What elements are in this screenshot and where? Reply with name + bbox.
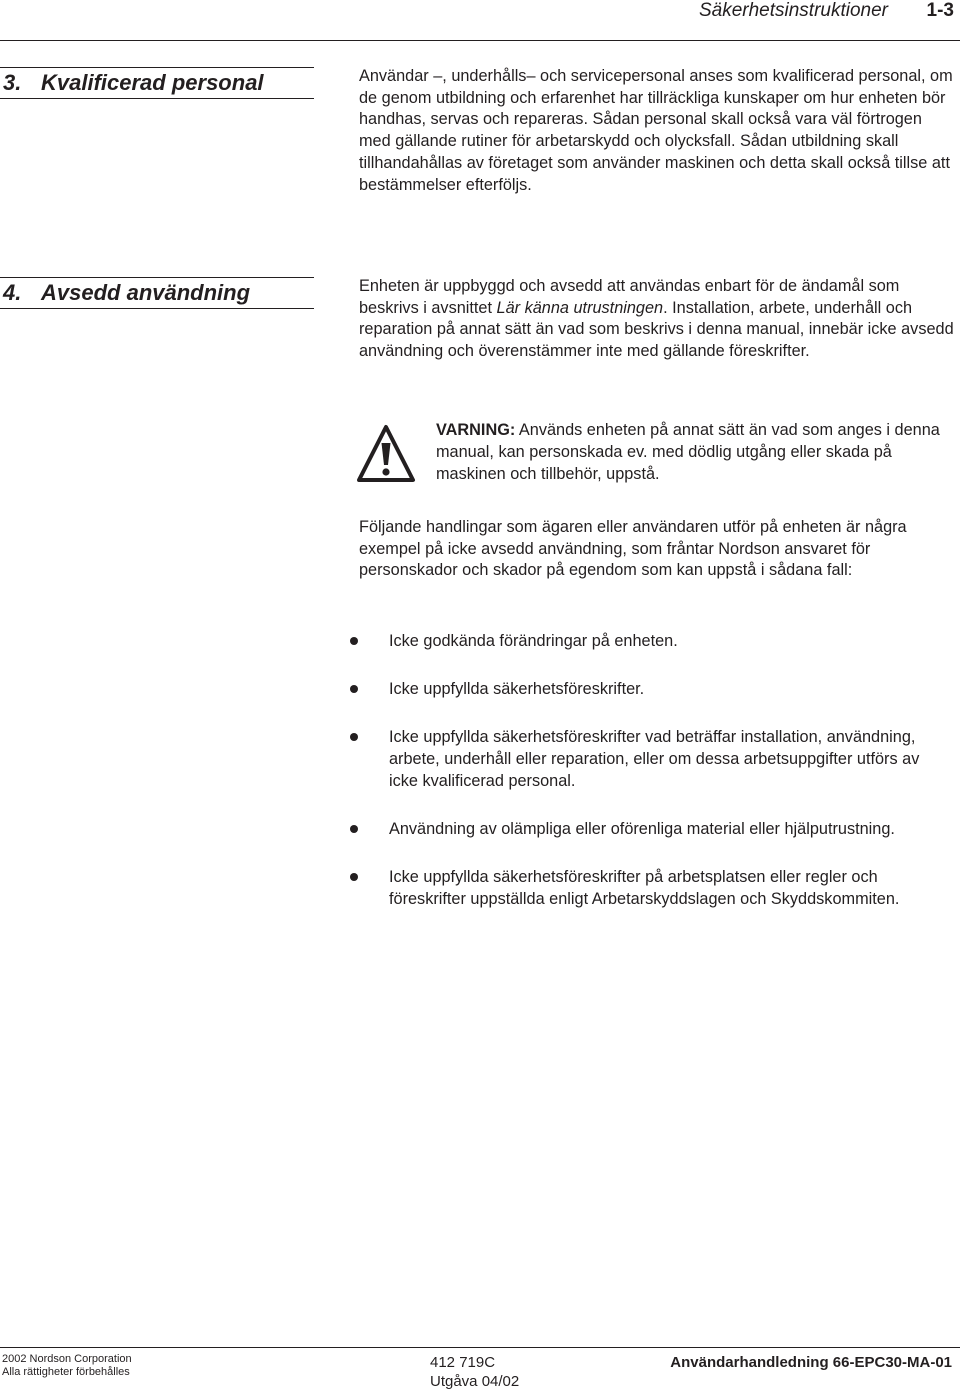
section-3-body: Användar –, underhålls– och servicepersonal anses som kvalificerad personal, om de genom utbildning och erfarenhet har tillräckliga kunskaper om hur enheten bör handhas, servas och repareras. Sådan personal skall också vara väl förtrogen med gällande rutiner för arbetarskydd och olycksfall. Sådan utbildning skall tillhandahållas av företaget som använder maskinen och detta skall också tillse att bestämmelser efterföljs.	[359, 67, 953, 194]
list-item: Användning av olämpliga eller oförenliga material eller hjälputrustning.	[342, 818, 942, 840]
bullet-dot-icon	[350, 873, 358, 881]
section-4-title: Avsedd användning	[41, 280, 251, 305]
copyright-text: 2002 Nordson Corporation	[2, 1353, 132, 1365]
list-item: Icke uppfyllda säkerhetsföreskrifter på arbetsplatsen eller regler och föreskrifter uppställda enligt Arbetarskyddslagen och Skyddskommiten.	[342, 866, 942, 910]
doc-number: 412 719C	[430, 1354, 496, 1371]
footer-rule	[0, 1347, 960, 1348]
warning-triangle-icon	[356, 424, 416, 484]
section-4-heading	[0, 277, 314, 309]
section-4-body-pre: Enheten är uppbyggd och avsedd att användas enbart för de ändamål som beskrivs i avsnittet	[359, 277, 900, 317]
header-rule	[0, 40, 960, 41]
header-title: Säkerhetsinstruktioner	[698, 0, 888, 21]
edition: Utgåva 04/02	[430, 1373, 520, 1390]
page-header	[0, 0, 960, 44]
footer-doc-info	[430, 1353, 519, 1391]
list-item: Icke uppfyllda säkerhetsföreskrifter vad beträffar installation, användning, arbete, underhåll eller reparation, eller om dessa arbetsuppgifter utförs av icke kvalificerad personal.	[342, 726, 942, 792]
list-item: Icke godkända förändringar på enheten.	[342, 630, 942, 652]
warning-message	[436, 419, 960, 485]
bullet-dot-icon	[350, 685, 358, 693]
bullet-dot-icon	[350, 637, 358, 645]
section-4-body-post: . Installation, arbete, underhåll och reparation på annat sätt än vad som beskrivs i denna manual, innebär icke avsedd användning och överenstämmer inte med gällande föreskrifter.	[359, 298, 954, 361]
page-number: 1-3	[926, 0, 954, 21]
rights-text: Alla rättigheter förbehålles	[2, 1366, 130, 1378]
section-reference: Lär känna utrustningen	[496, 298, 664, 317]
section-3-number: 3.	[3, 70, 22, 95]
misuse-intro: Följande handlingar som ägaren eller användaren utför på enheten är några exempel på icke avsedd användning, som fråntar Nordson ansvaret för personskador och skador på egendom som kan uppstå i sådana fall:	[359, 518, 907, 580]
section-3-title: Kvalificerad personal	[41, 70, 264, 95]
warning-text: Används enheten på annat sätt än vad som anges i denna manual, kan personskada ev. med dödlig utgång eller skada på maskinen och tillbehör, uppstå.	[436, 421, 940, 483]
footer-copyright	[2, 1353, 132, 1379]
section-4-body	[359, 276, 954, 363]
list-item: Icke uppfyllda säkerhetsföreskrifter.	[342, 678, 942, 700]
misuse-list	[342, 630, 942, 910]
section-4-number: 4.	[3, 280, 22, 305]
warning-label: VARNING:	[436, 421, 516, 439]
manual-title: Användarhandledning 66-EPC30-MA-01	[670, 1354, 952, 1371]
bullet-dot-icon	[350, 825, 358, 833]
bullet-dot-icon	[350, 733, 358, 741]
section-3-heading	[0, 67, 314, 99]
